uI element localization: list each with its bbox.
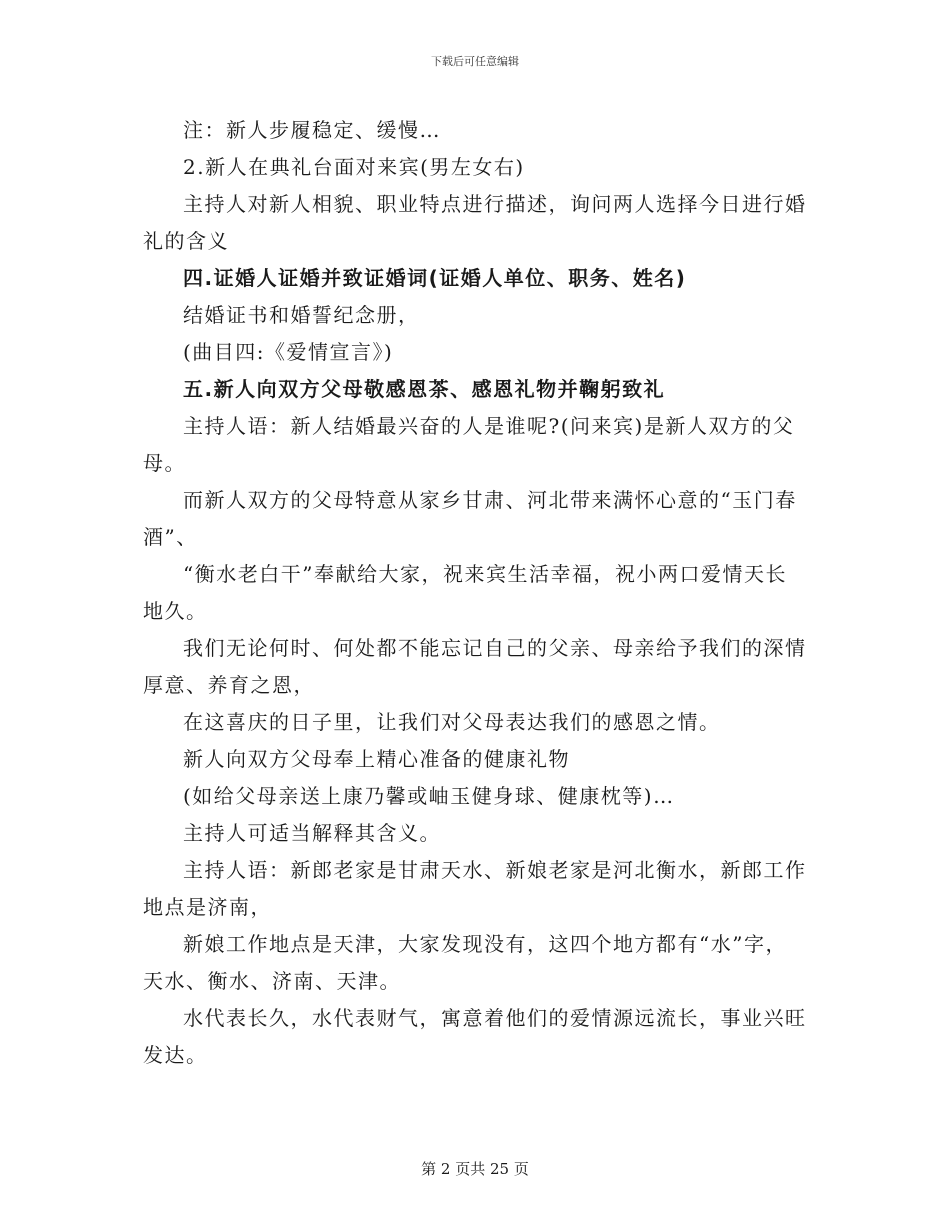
body-paragraph: 主持人可适当解释其含义。 [183, 821, 441, 845]
body-paragraph: “衡水老白干”奉献给大家，祝来宾生活幸福，祝小两口爱情天长地久。 [143, 562, 787, 623]
body-paragraph: 新人向双方父母奉上精心准备的健康礼物 [183, 747, 570, 771]
music-note: (曲目四:《爱情宣言》) [183, 340, 394, 364]
body-paragraph: 而新人双方的父母特意从家乡甘肃、河北带来满怀心意的“玉门春酒”、 [143, 488, 797, 549]
body-paragraph: (如给父母亲送上康乃馨或岫玉健身球、健康枕等)… [183, 784, 675, 808]
step-heading: 2.新人在典礼台面对来宾(男左女右) [183, 155, 525, 179]
body-paragraph: 主持人语：新郎老家是甘肃天水、新娘老家是河北衡水，新郎工作地点是济南， [143, 858, 807, 919]
body-paragraph: 主持人对新人相貌、职业特点进行描述，询问两人选择今日进行婚礼的含义 [143, 192, 807, 253]
body-paragraph: 结婚证书和婚誓纪念册， [183, 303, 420, 327]
page-footer: 第 2 页共 25 页 [421, 1160, 529, 1178]
body-paragraph: 水代表长久，水代表财气，寓意着他们的爱情源远流长，事业兴旺发达。 [143, 1006, 807, 1067]
body-paragraph: 主持人语：新人结婚最兴奋的人是谁呢?(问来宾)是新人双方的父母。 [143, 414, 795, 475]
note-paragraph: 注：新人步履稳定、缓慢… [183, 118, 441, 142]
body-paragraph: 在这喜庆的日子里，让我们对父母表达我们的感恩之情。 [183, 710, 721, 734]
page-header: 下载后可任意编辑 [431, 55, 519, 68]
document-body [143, 112, 808, 1074]
section-heading-5: 五.新人向双方父母敬感恩茶、感恩礼物并鞠躬致礼 [183, 377, 666, 401]
body-paragraph: 新娘工作地点是天津，大家发现没有，这四个地方都有“水”字，天水、衡水、济南、天津。 [143, 932, 787, 993]
section-heading-4: 四.证婚人证婚并致证婚词(证婚人单位、职务、姓名) [183, 266, 687, 290]
body-paragraph: 我们无论何时、何处都不能忘记自己的父亲、母亲给予我们的深情厚意、养育之恩， [143, 636, 807, 697]
